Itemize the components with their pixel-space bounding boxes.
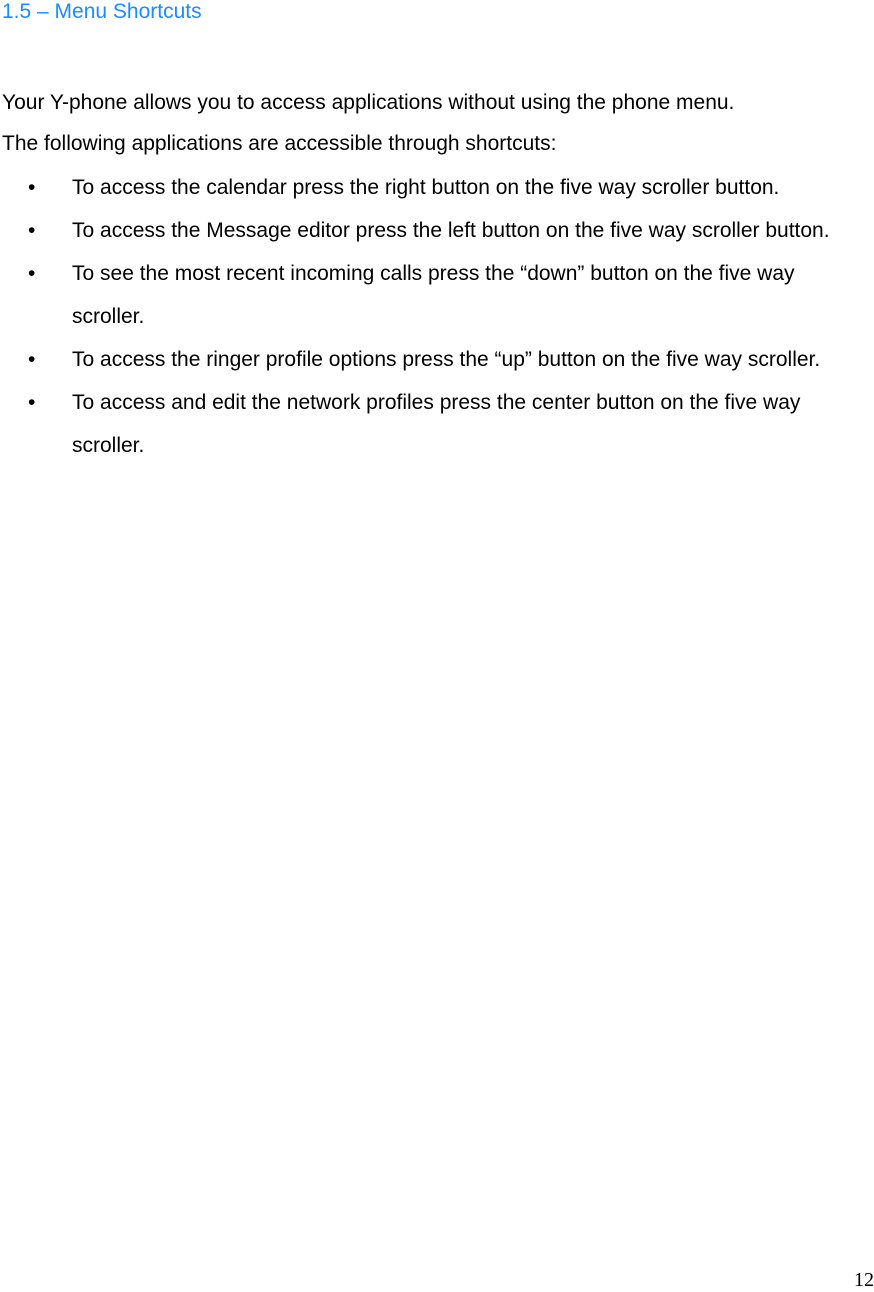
shortcut-list: [0, 166, 874, 467]
intro-line-2: The following applications are accessible through shortcuts:: [2, 132, 557, 155]
list-item-text: To access and edit the network profiles press the center button on the five way scroller.: [72, 391, 801, 457]
bullet-icon: •: [28, 176, 36, 199]
list-item-text: To access the ringer profile options press the “up” button on the five way scroller.: [72, 348, 821, 371]
bullet-icon: •: [28, 391, 36, 414]
bullet-icon: •: [28, 262, 36, 285]
list-item: [0, 338, 872, 381]
list-item-text: To access the Message editor press the left button on the five way scroller button.: [72, 219, 830, 242]
bullet-icon: •: [28, 219, 36, 242]
page-number: 12: [854, 1269, 874, 1291]
bullet-icon: •: [28, 348, 36, 371]
section-heading: 1.5 – Menu Shortcuts: [2, 0, 202, 23]
list-item-text: To access the calendar press the right button on the five way scroller button.: [72, 176, 780, 199]
list-item: [0, 381, 872, 467]
list-item: [0, 209, 872, 252]
list-item: [0, 252, 872, 338]
intro-paragraph: [2, 82, 870, 164]
intro-line-1: Your Y-phone allows you to access applications without using the phone menu.: [2, 91, 735, 114]
list-item-text: To see the most recent incoming calls press the “down” button on the five way scroller.: [72, 262, 795, 328]
list-item: [0, 166, 872, 209]
